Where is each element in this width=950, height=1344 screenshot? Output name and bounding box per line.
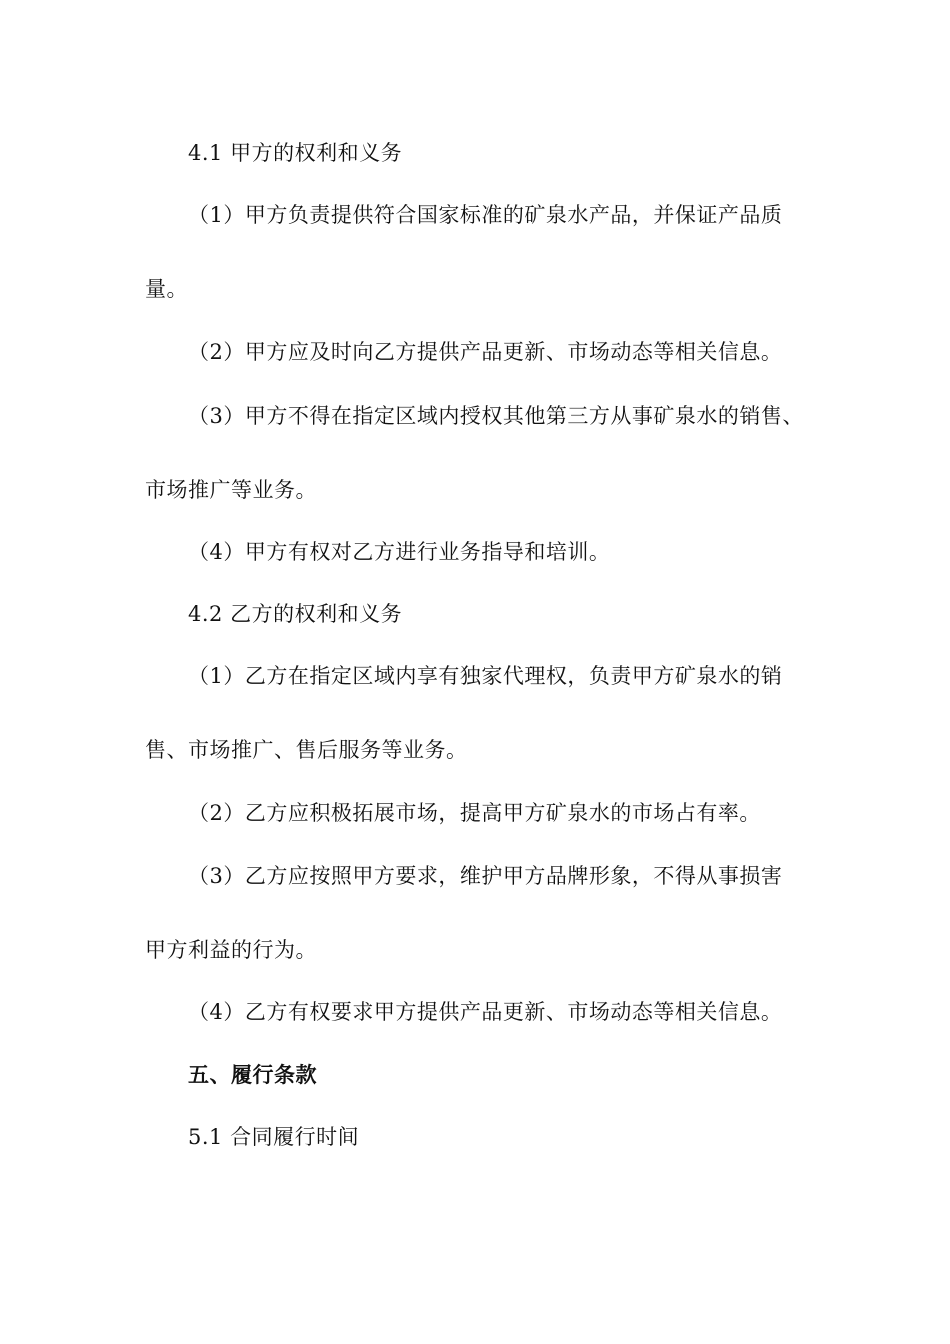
paragraph-line: （1）乙方在指定区域内享有独家代理权，负责甲方矿泉水的销 (188, 664, 783, 688)
paragraph-line: 量。 (145, 277, 188, 301)
paragraph-line: （2）甲方应及时向乙方提供产品更新、市场动态等相关信息。 (188, 340, 783, 364)
section-heading-4-2: 4.2 乙方的权利和义务 (188, 602, 403, 626)
paragraph-line: （4）甲方有权对乙方进行业务指导和培训。 (188, 540, 611, 564)
paragraph-line: （4）乙方有权要求甲方提供产品更新、市场动态等相关信息。 (188, 1000, 783, 1024)
paragraph-line: 市场推广等业务。 (145, 478, 317, 502)
paragraph-line: （1）甲方负责提供符合国家标准的矿泉水产品，并保证产品质 (188, 203, 783, 227)
section-heading-5-1: 5.1 合同履行时间 (188, 1125, 360, 1149)
paragraph-line: （2）乙方应积极拓展市场，提高甲方矿泉水的市场占有率。 (188, 801, 761, 825)
paragraph-line: （3）甲方不得在指定区域内授权其他第三方从事矿泉水的销售、 (188, 404, 804, 428)
paragraph-line: （3）乙方应按照甲方要求，维护甲方品牌形象，不得从事损害 (188, 864, 783, 888)
paragraph-line: 甲方利益的行为。 (145, 938, 317, 962)
section-heading-4-1: 4.1 甲方的权利和义务 (188, 141, 403, 165)
chapter-heading-5: 五、履行条款 (188, 1062, 317, 1087)
paragraph-line: 售、市场推广、售后服务等业务。 (145, 738, 468, 762)
